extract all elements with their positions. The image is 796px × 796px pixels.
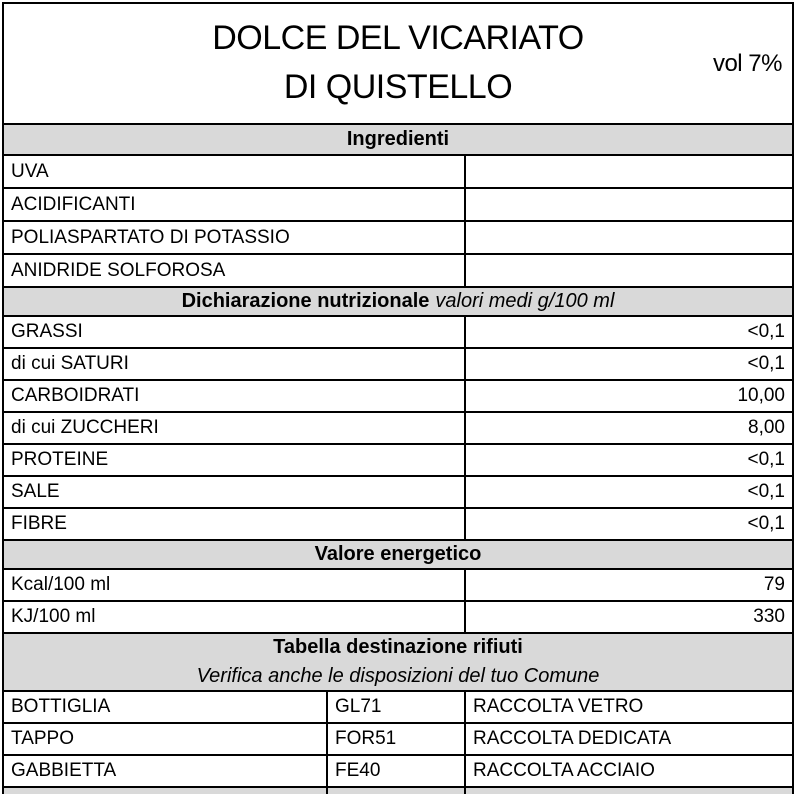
table-row-nutrition [4, 381, 792, 413]
table-row-ingredient [4, 255, 792, 288]
waste-item: TAPPO [4, 724, 328, 754]
waste-destination: RACCOLTA ACCIAIO [473, 760, 655, 781]
waste-item: GABBIETTA [4, 756, 328, 786]
row-value: <0,1 [747, 481, 785, 502]
title-block [4, 4, 792, 125]
row-value [466, 189, 792, 220]
table-row-nutrition [4, 317, 792, 349]
row-label: KJ/100 ml [4, 602, 466, 632]
cutoff-cell [4, 788, 328, 794]
cutoff-section-strip [4, 788, 792, 794]
row-label: di cui SATURI [4, 349, 466, 379]
row-label: PROTEINE [4, 445, 466, 475]
row-label: ACIDIFICANTI [4, 189, 466, 220]
table-row-nutrition [4, 445, 792, 477]
table-row-waste [4, 756, 792, 788]
cutoff-cell [328, 788, 466, 794]
row-label: FIBRE [4, 509, 466, 539]
table-row-nutrition [4, 509, 792, 541]
waste-destination: RACCOLTA DEDICATA [473, 728, 672, 749]
row-label: CARBOIDRATI [4, 381, 466, 411]
section-header-dichiarazione-nutrizionale [4, 288, 792, 317]
row-value: 79 [763, 574, 785, 595]
table-row-waste [4, 692, 792, 724]
row-label: UVA [4, 156, 466, 187]
section-subtitle: valori medi g/100 ml [435, 290, 615, 312]
row-label: Kcal/100 ml [4, 570, 466, 600]
row-value [466, 255, 792, 286]
table-row-nutrition [4, 349, 792, 381]
row-label: ANIDRIDE SOLFOROSA [4, 255, 466, 286]
table-row-ingredient [4, 156, 792, 189]
row-label: GRASSI [4, 317, 466, 347]
table-row-energy [4, 570, 792, 602]
section-title: Valore energetico [314, 543, 482, 565]
section-title: Tabella destinazione rifiuti [273, 636, 523, 658]
section-subtitle: Verifica anche le disposizioni del tuo Comune [196, 665, 600, 687]
row-label: di cui ZUCCHERI [4, 413, 466, 443]
table-row-energy [4, 602, 792, 634]
section-title: Ingredienti [346, 128, 450, 150]
table-row-ingredient [4, 189, 792, 222]
row-value [466, 222, 792, 253]
waste-item: BOTTIGLIA [4, 692, 328, 722]
product-title-line1: DOLCE DEL VICARIATO [212, 19, 584, 58]
table-row-nutrition [4, 477, 792, 509]
row-value: 330 [753, 606, 785, 627]
table-row-nutrition [4, 413, 792, 445]
alcohol-volume-label: vol 7% [712, 49, 782, 77]
row-value [466, 156, 792, 187]
row-label: SALE [4, 477, 466, 507]
waste-code: FE40 [328, 756, 466, 786]
waste-code: GL71 [328, 692, 466, 722]
row-value: <0,1 [747, 449, 785, 470]
wine-label-table [2, 2, 794, 794]
table-row-waste [4, 724, 792, 756]
section-title: Dichiarazione nutrizionale [181, 290, 430, 312]
row-value: 10,00 [737, 385, 785, 406]
section-header-tabella-rifiuti [4, 634, 792, 692]
section-header-ingredienti [4, 125, 792, 156]
row-value: <0,1 [747, 353, 785, 374]
row-value: <0,1 [747, 513, 785, 534]
row-value: <0,1 [747, 321, 785, 342]
waste-destination: RACCOLTA VETRO [473, 696, 644, 717]
section-header-valore-energetico [4, 541, 792, 570]
waste-code: FOR51 [328, 724, 466, 754]
product-title-line2: DI QUISTELLO [283, 68, 513, 106]
row-label: POLIASPARTATO DI POTASSIO [4, 222, 466, 253]
cutoff-cell [466, 788, 792, 794]
table-row-ingredient [4, 222, 792, 255]
row-value: 8,00 [748, 417, 785, 438]
